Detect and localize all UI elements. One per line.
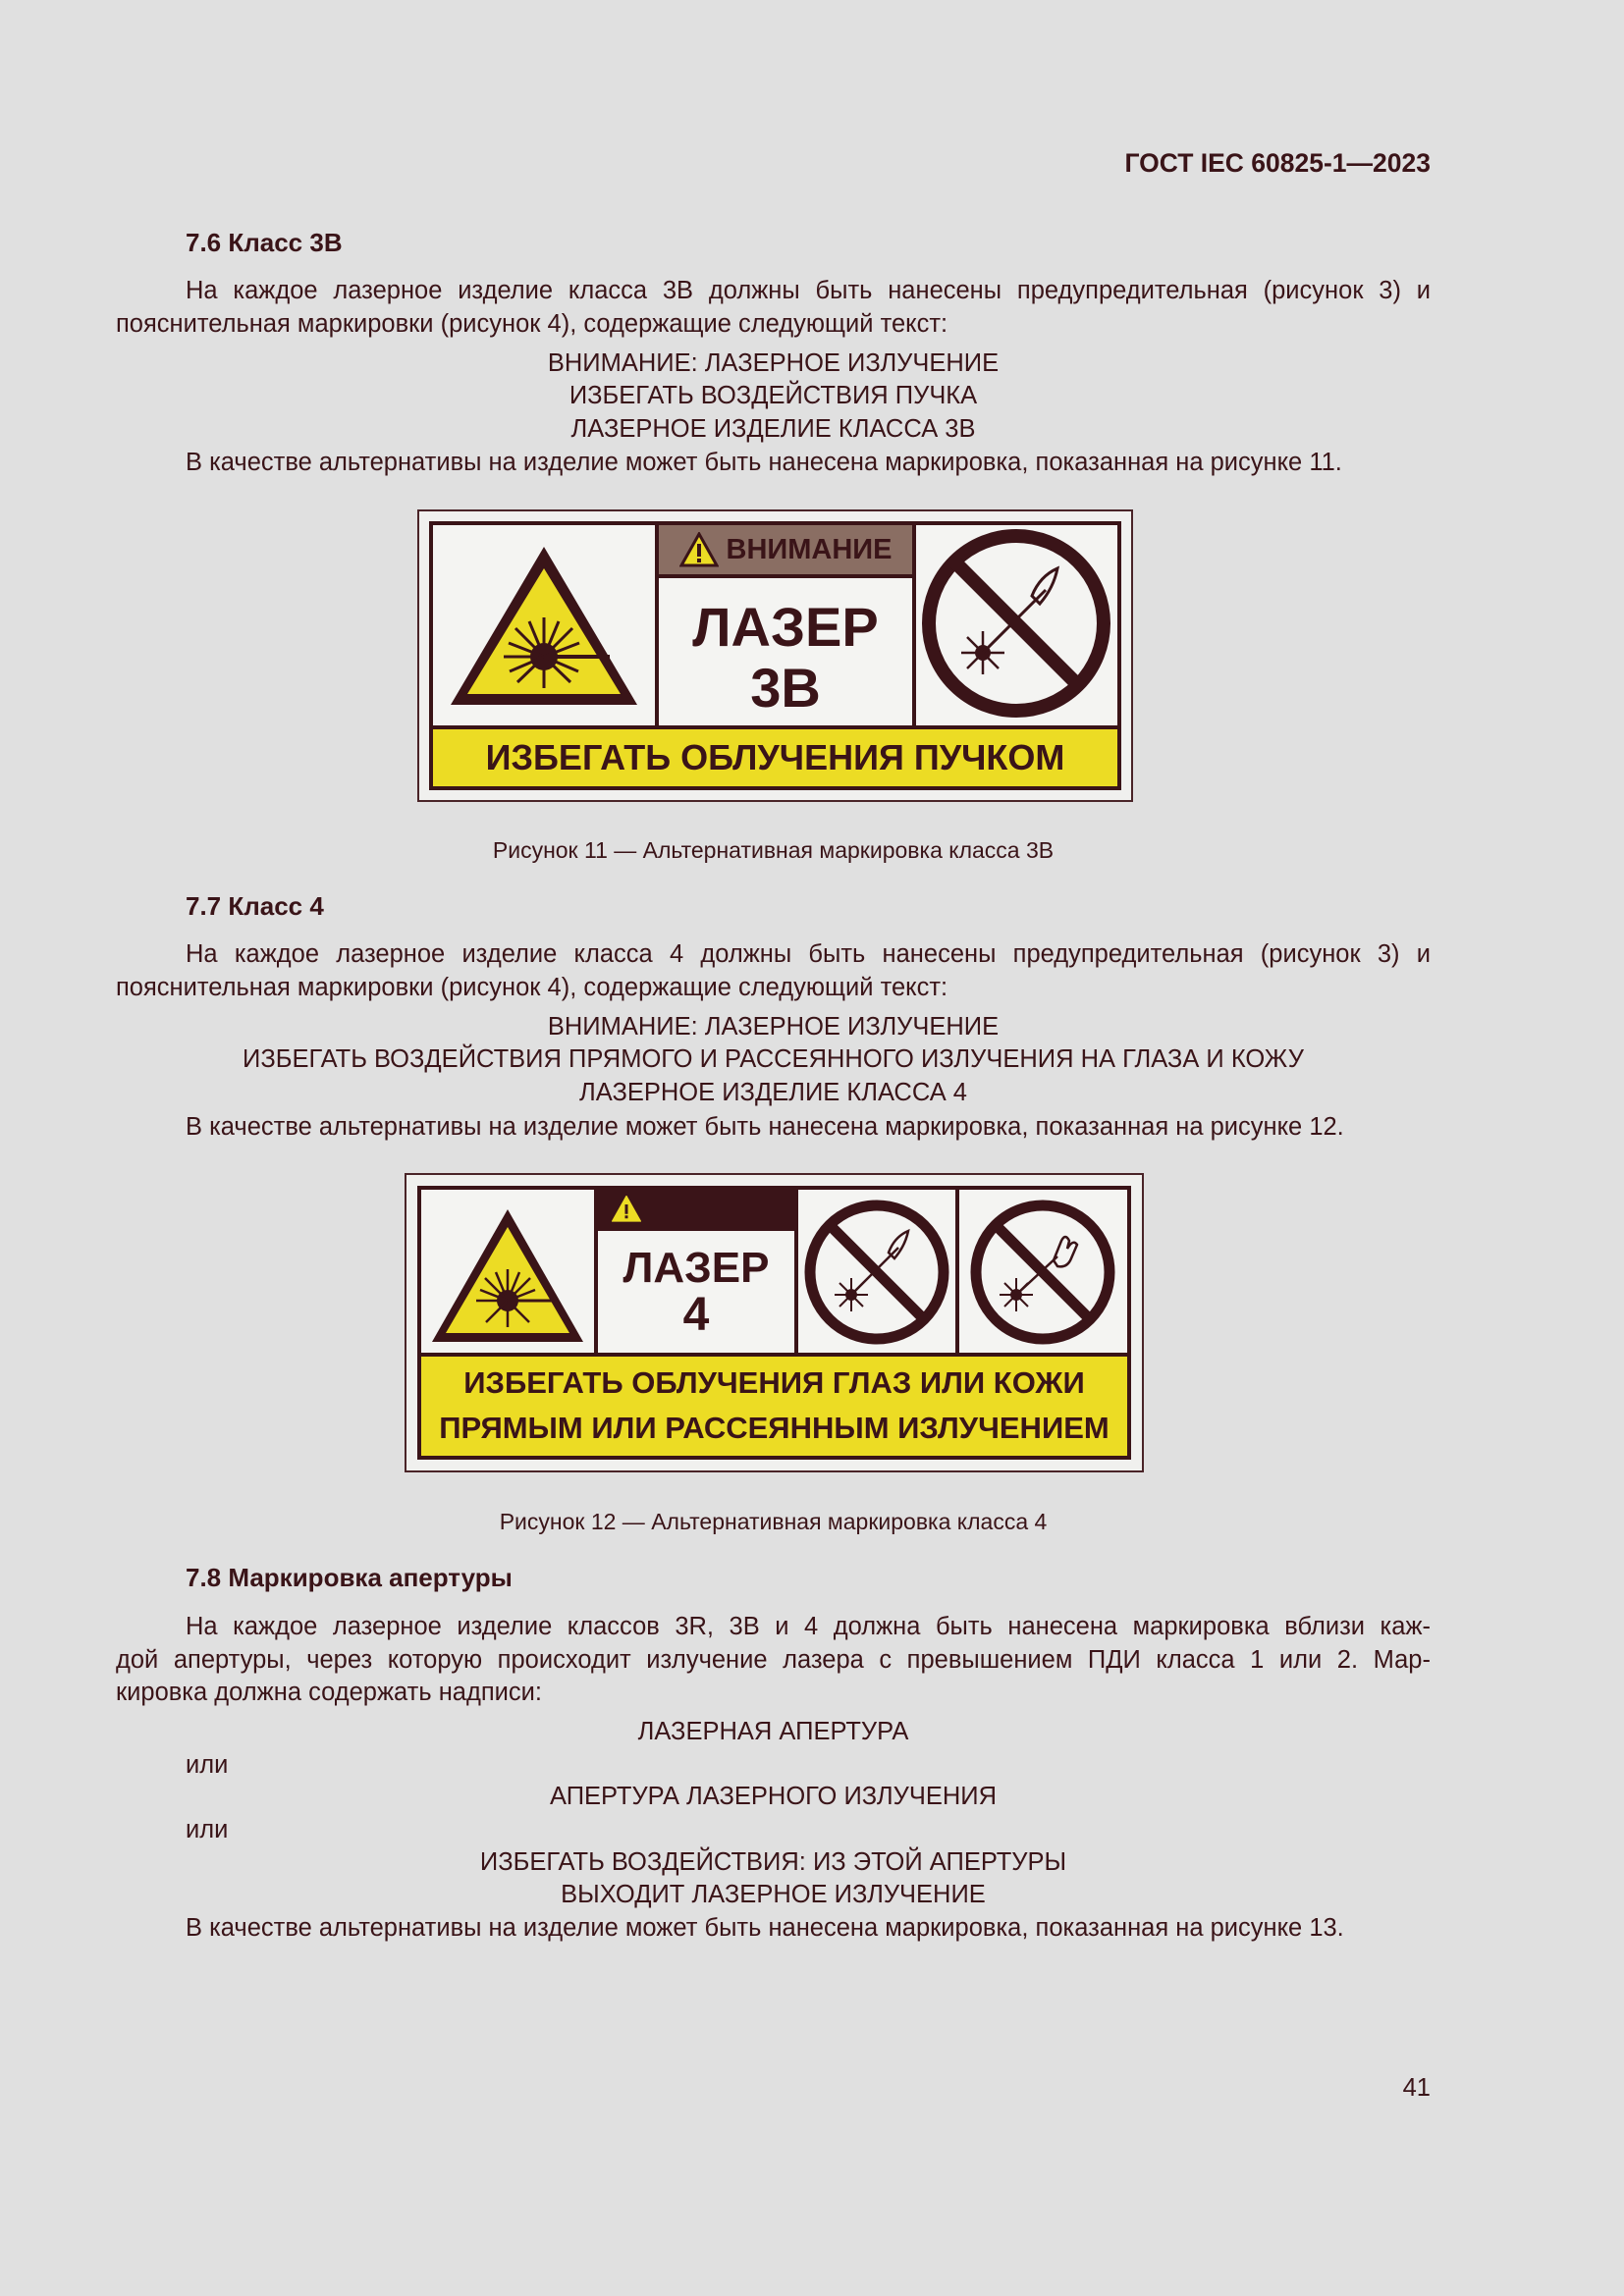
fig12-banner (421, 1353, 1127, 1456)
eye-prohibition-cell (916, 525, 1117, 721)
section-7-8-marking-2: АПЕРТУРА ЛАЗЕРНОГО ИЗЛУЧЕНИЯ (549, 1783, 998, 1810)
section-7-6-title: 7.6 Класс 3В (186, 228, 343, 257)
section-7-8-para-line-2: дой апертуры, через которую происходит излучение лазера с превышением ПДИ класса 1 или 2. Мар- (116, 1646, 1431, 1674)
laser-class-number: 4 (682, 1289, 710, 1341)
laser-word: ЛАЗЕР (692, 596, 879, 658)
fig11-banner: ИЗБЕГАТЬ ОБЛУЧЕНИЯ ПУЧКОМ (433, 725, 1117, 786)
laser-hazard-triangle-icon (421, 1190, 594, 1357)
warning-bar (598, 1190, 794, 1231)
section-7-7-para-line-1: На каждое лазерное изделие класса 4 должны быть нанесены предупредительная (рисунок 3) и (186, 940, 1431, 968)
section-7-6-para-line-2: пояснительная маркировки (рисунок 4), содержащие следующий текст: (116, 310, 948, 338)
section-7-8-alternative: В качестве альтернативы на изделие может быть нанесена маркировка, показанная на рисунке 13. (186, 1914, 1344, 1942)
section-7-6-para-line-1: На каждое лазерное изделие класса 3В должны быть нанесены предупредительная (рисунок 3) и (186, 277, 1431, 304)
section-7-7-alternative: В качестве альтернативы на изделие может быть нанесена маркировка, показанная на рисунке 12. (186, 1113, 1344, 1141)
section-7-8-title: 7.8 Маркировка апертуры (186, 1563, 513, 1592)
figure-11-caption: Рисунок 11 — Альтернативная маркировка класса 3В (492, 837, 1055, 863)
warning-bar (659, 525, 912, 578)
laser-word: ЛАЗЕР (623, 1244, 770, 1292)
section-7-7-marking-1: ВНИМАНИЕ: ЛАЗЕРНОЕ ИЗЛУЧЕНИЕ (547, 1013, 1000, 1041)
warning-label: ВНИМАНИЕ (726, 533, 893, 565)
section-7-8-marking-3: ИЗБЕГАТЬ ВОЗДЕЙСТВИЯ: ИЗ ЭТОЙ АПЕРТУРЫ (479, 1848, 1067, 1876)
figure-12-caption: Рисунок 12 — Альтернативная маркировка класса 4 (499, 1509, 1048, 1534)
section-7-8-marking-1: ЛАЗЕРНАЯ АПЕРТУРА (637, 1718, 909, 1745)
section-7-8-para-line-1: На каждое лазерное изделие классов 3R, 3В и 4 должна быть нанесена маркировка вблизи каж- (186, 1613, 1431, 1640)
no-skin-exposure-icon (959, 1190, 1127, 1357)
laser-class-number: 3В (750, 657, 821, 719)
section-7-7-marking-3: ЛАЗЕРНОЕ ИЗДЕЛИЕ КЛАССА 4 (579, 1079, 967, 1106)
skin-prohibition-cell (959, 1190, 1127, 1357)
figure-12-laser-sign (405, 1173, 1144, 1472)
page-number: 41 (1402, 2074, 1431, 2102)
section-7-7-title: 7.7 Класс 4 (186, 891, 324, 921)
laser-hazard-triangle-icon (433, 525, 655, 721)
section-7-6-alternative: В качестве альтернативы на изделие может быть нанесена маркировка, показанная на рисунке 11. (186, 449, 1342, 476)
section-7-6-marking-3: ЛАЗЕРНОЕ ИЗДЕЛИЕ КЛАССА 3В (570, 415, 976, 443)
section-7-7-para-line-2: пояснительная маркировки (рисунок 4), содержащие следующий текст: (116, 974, 948, 1001)
section-7-8-or-2: или (186, 1816, 229, 1843)
section-7-8-para-line-3: кировка должна содержать надписи: (116, 1679, 542, 1706)
fig12-banner-line-1: ИЗБЕГАТЬ ОБЛУЧЕНИЯ ГЛАЗ ИЛИ КОЖИ (463, 1365, 1085, 1400)
no-eye-exposure-icon (916, 525, 1117, 721)
section-7-8-or-1: или (186, 1751, 229, 1779)
section-7-7-marking-2: ИЗБЕГАТЬ ВОЗДЕЙСТВИЯ ПРЯМОГО И РАССЕЯННОГО ИЗЛУЧЕНИЯ НА ГЛАЗА И КОЖУ (243, 1045, 1304, 1073)
no-eye-exposure-icon (798, 1190, 955, 1357)
fig12-banner-line-2: ПРЯМЫМ ИЛИ РАССЕЯННЫМ ИЗЛУЧЕНИЕМ (439, 1411, 1110, 1445)
warning-exclamation-icon (679, 532, 719, 567)
section-7-6-marking-2: ИЗБЕГАТЬ ВОЗДЕЙСТВИЯ ПУЧКА (568, 382, 978, 409)
section-7-8-marking-4: ВЫХОДИТ ЛАЗЕРНОЕ ИЗЛУЧЕНИЕ (561, 1881, 986, 1908)
warning-exclamation-icon (612, 1196, 641, 1222)
section-7-6-marking-1: ВНИМАНИЕ: ЛАЗЕРНОЕ ИЗЛУЧЕНИЕ (547, 349, 1000, 377)
figure-11-laser-sign (417, 509, 1133, 802)
document-code: ГОСТ IEC 60825-1—2023 (1124, 148, 1431, 178)
